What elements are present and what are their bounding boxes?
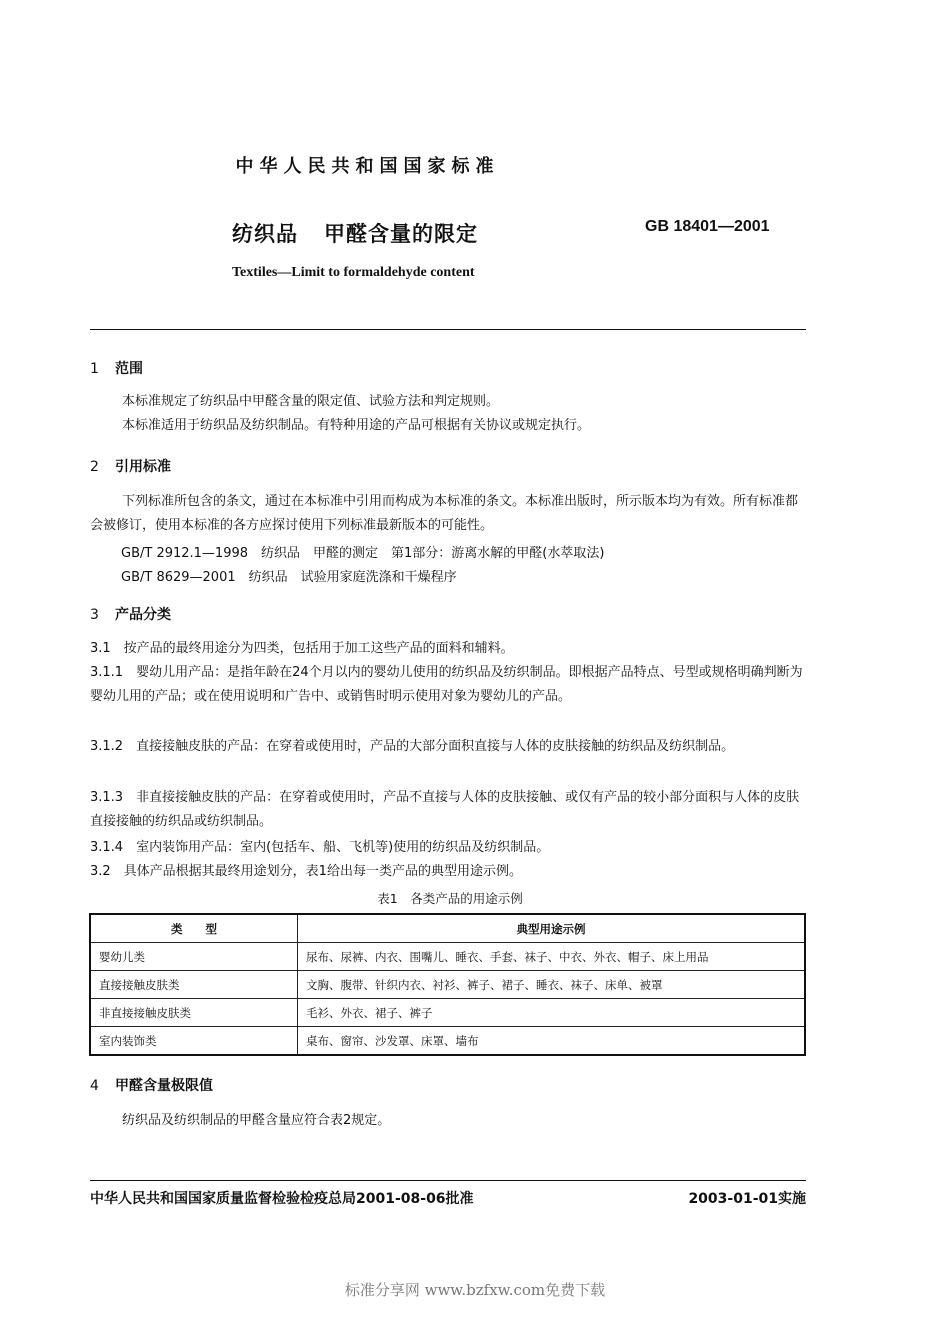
english-title: Textiles—Limit to formaldehyde content xyxy=(232,265,475,280)
section-4-para-1: 纺织品及纺织制品的甲醛含量应符合表2规定。 xyxy=(122,1113,391,1128)
watermark: 标准分享网 www.bzfxw.com免费下载 xyxy=(344,1281,606,1299)
table-row xyxy=(90,943,805,971)
approval-line: 中华人民共和国国家质量监督检验检疫总局2001-08-06批准 xyxy=(90,1191,474,1207)
clause-3-1-4: 3.1.4 室内装饰用产品：室内(包括车、船、飞机等)使用的纺织品及纺织制品。 xyxy=(90,840,550,855)
column-header: 典型用途示例 xyxy=(298,914,806,943)
reference-standard-2: GB/T 8629—2001 纺织品 试验用家庭洗涤和干燥程序 xyxy=(121,570,457,585)
clause-3-1: 3.1 按产品的最终用途分为四类，包括用于加工这些产品的面料和辅料。 xyxy=(90,641,514,656)
section-2-para-1: 下列标准所包含的条文，通过在本标准中引用而构成为本标准的条文。本标准出版时，所示版本均为有效。所有标准都会被修订，使用本标准的各方应探讨使用下列标准最新版本的可能性。 xyxy=(90,494,799,533)
clause-3-1-1: 3.1.1 婴幼儿用产品：是指年龄在24个月以内的婴幼儿使用的纺织品及纺织制品。即根据产品特点、号型或规格明确判断为婴幼儿用的产品；或在使用说明和广告中、或销售时明示使用对象为婴幼儿的产品。 xyxy=(90,665,803,704)
table-cell: 毛衫、外衣、裙子、裤子 xyxy=(298,999,806,1027)
section-3-heading xyxy=(90,604,171,624)
section-number: 2 xyxy=(90,459,99,475)
clause-3-1-2: 3.1.2 直接接触皮肤的产品：在穿着或使用时，产品的大部分面积直接与人体的皮肤接触的纺织品及纺织制品。 xyxy=(90,739,735,754)
table-row xyxy=(90,999,805,1027)
table-header-row xyxy=(90,914,805,943)
table-cell: 非直接接触皮肤类 xyxy=(90,999,298,1027)
table-cell: 尿布、尿裤、内衣、围嘴儿、睡衣、手套、袜子、中衣、外衣、帽子、床上用品 xyxy=(298,943,806,971)
section-number: 3 xyxy=(90,607,99,623)
table-1 xyxy=(89,913,806,1056)
effective-date: 2003-01-01实施 xyxy=(688,1191,806,1207)
header-divider xyxy=(90,329,806,330)
section-1-heading xyxy=(90,358,143,378)
section-2-heading xyxy=(90,456,171,476)
section-title: 引用标准 xyxy=(115,459,171,475)
section-1-para-2: 本标准适用于纺织品及纺织制品。有特种用途的产品可根据有关协议或规定执行。 xyxy=(122,418,591,433)
reference-standard-1: GB/T 2912.1—1998 纺织品 甲醛的测定 第1部分：游离水解的甲醛(水萃取法) xyxy=(121,546,605,561)
national-standard-heading: 中华人民共和国国家标准 xyxy=(235,156,500,177)
document-title xyxy=(232,218,478,248)
clause-3-2: 3.2 具体产品根据其最终用途划分，表1给出每一类产品的典型用途示例。 xyxy=(90,864,522,879)
section-4-heading xyxy=(90,1075,213,1095)
title-part1: 纺织品 xyxy=(232,222,298,246)
section-title: 范围 xyxy=(115,361,143,377)
table-cell: 直接接触皮肤类 xyxy=(90,971,298,999)
table-cell: 桌布、窗帘、沙发罩、床罩、墙布 xyxy=(298,1027,806,1056)
table-1-caption: 表1 各类产品的用途示例 xyxy=(377,891,523,906)
table-cell: 文胸、腹带、针织内衣、衬衫、裤子、裙子、睡衣、袜子、床单、被罩 xyxy=(298,971,806,999)
clause-3-1-3: 3.1.3 非直接接触皮肤的产品：在穿着或使用时，产品不直接与人体的皮肤接触、或仅有产品的较小部分面积与人体的皮肤直接接触的纺织品或纺织制品。 xyxy=(90,790,800,829)
table-cell: 婴幼儿类 xyxy=(90,943,298,971)
column-header: 类 型 xyxy=(90,914,298,943)
section-title: 产品分类 xyxy=(115,607,171,623)
table-cell: 室内装饰类 xyxy=(90,1027,298,1056)
section-1-para-1: 本标准规定了纺织品中甲醛含量的限定值、试验方法和判定规则。 xyxy=(122,394,500,409)
section-number: 4 xyxy=(90,1078,99,1094)
section-number: 1 xyxy=(90,361,99,377)
table-row xyxy=(90,1027,805,1056)
table-row xyxy=(90,971,805,999)
standard-number: GB 18401—2001 xyxy=(645,218,770,235)
footer-divider xyxy=(90,1180,806,1181)
title-part2: 甲醛含量的限定 xyxy=(324,222,478,246)
section-title: 甲醛含量极限值 xyxy=(115,1078,213,1094)
